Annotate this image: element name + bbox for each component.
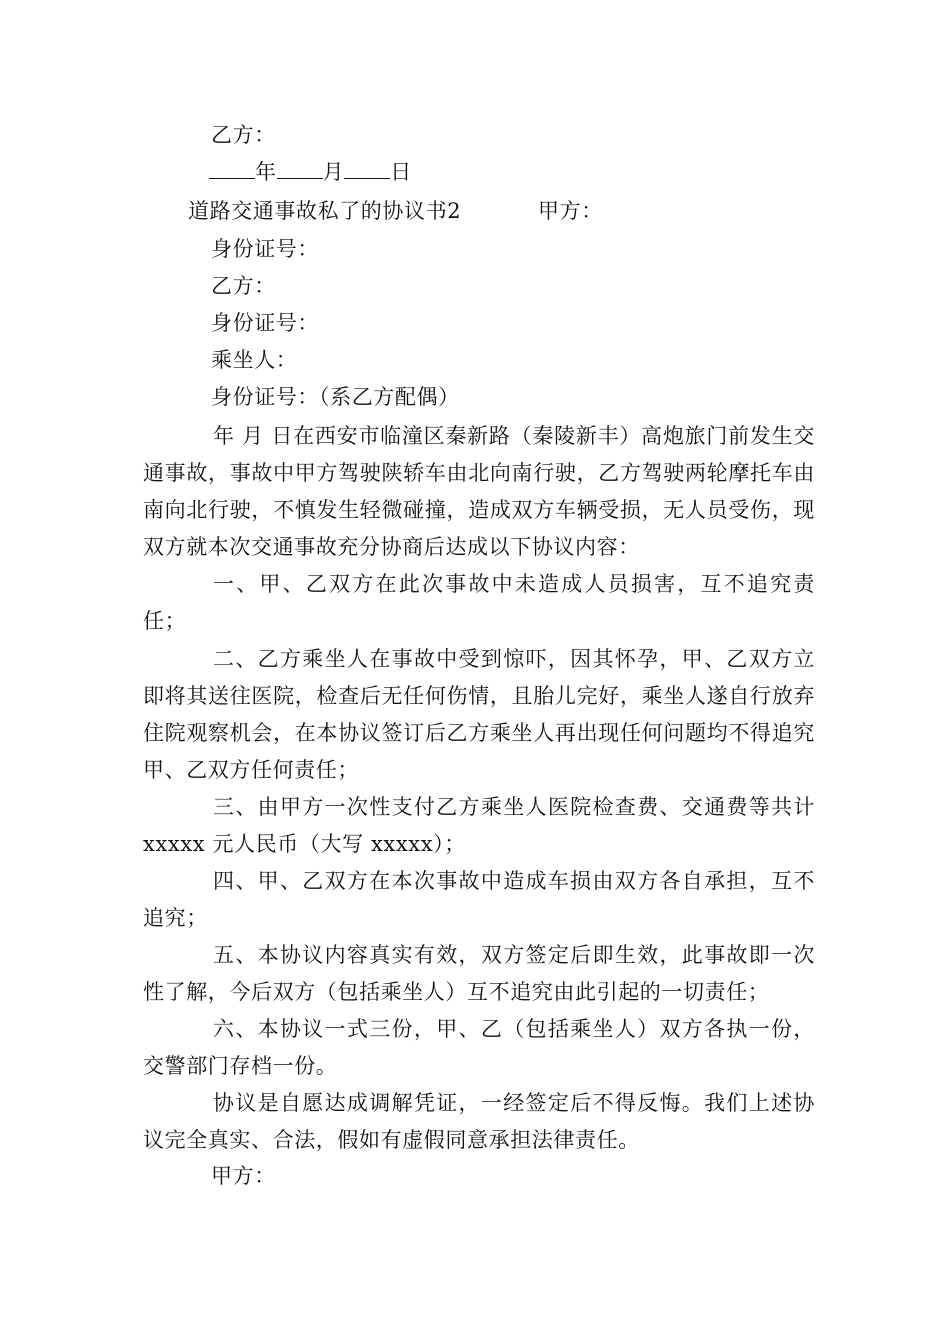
id-label-a: 身份证号： [211, 237, 319, 261]
day-label: 日 [390, 160, 412, 184]
clause-5: 五、本协议内容真实有效，双方签定后即生效，此事故即一次性了解，今后双方（包括乘坐人）互不追究由此引起的一切责任； [143, 943, 815, 1004]
intro-paragraph: 年 月 日在西安市临潼区秦新路（秦陵新丰）高炮旅门前发生交通事故，事故中甲方驾驶陕轿车由北向南行驶，乙方驾驶两轮摩托车由南向北行驶，不慎发生轻微碰撞，造成双方车辆受损，无人员受伤，现双方就本次交通事故充分协商后达成以下协议内容： [143, 424, 815, 559]
party-a-label: 甲方： [538, 199, 603, 223]
year-blank [209, 158, 255, 179]
id-label-passenger: 身份证号：（系乙方配偶） [211, 385, 460, 409]
clause-2: 二、乙方乘坐人在事故中受到惊吓，因其怀孕，甲、乙双方立即将其送往医院，检查后无任何伤情，且胎儿完好，乘坐人遂自行放弃住院观察机会，在本协议签订后乙方乘坐人再出现任何问题均不得追究甲、乙双方任何责任； [143, 647, 815, 782]
clause-6: 六、本协议一式三份，甲、乙（包括乘坐人）双方各执一份，交警部门存档一份。 [143, 1017, 815, 1078]
clause-4: 四、甲、乙双方在本次事故中造成车损由双方各自承担，互不追究； [143, 869, 815, 930]
party-b-label-top: 乙方： [211, 123, 276, 147]
date-line [209, 157, 412, 187]
party-a-signature-label: 甲方： [211, 1164, 276, 1188]
closing-paragraph: 协议是自愿达成调解凭证，一经签定后不得反悔。我们上述协议完全真实、合法，假如有虚假同意承担法律责任。 [143, 1091, 815, 1152]
passenger-label: 乘坐人： [211, 348, 298, 372]
party-b-label: 乙方： [211, 274, 276, 298]
month-blank [277, 158, 323, 179]
day-blank [344, 158, 390, 179]
year-label: 年 [255, 160, 277, 184]
clause-3: 三、由甲方一次性支付乙方乘坐人医院检查费、交通费等共计 xxxxx 元人民币（大写 xxxxx）； [143, 795, 815, 856]
clause-1: 一、甲、乙双方在此次事故中未造成人员损害，互不追究责任； [143, 572, 815, 633]
month-label: 月 [322, 160, 345, 184]
id-label-b: 身份证号： [211, 311, 319, 335]
agreement-title: 道路交通事故私了的协议书2 [188, 199, 462, 223]
